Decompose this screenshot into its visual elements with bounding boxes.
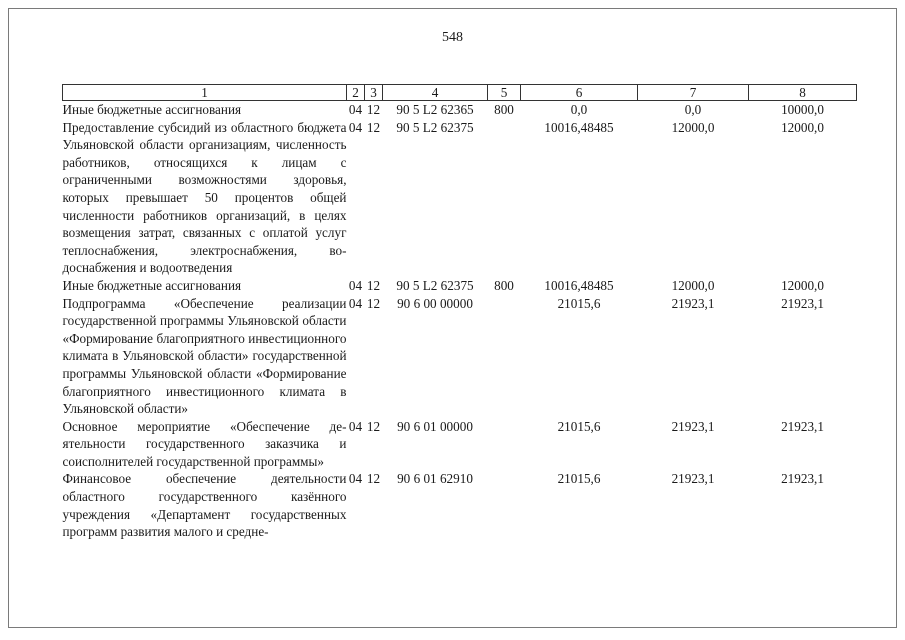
row-subsection: 12 [366,418,381,434]
row-subsection: 12 [366,471,381,487]
row-value-6: 10016,48485 [544,277,614,293]
row-value-7: 12000,0 [671,277,715,293]
row-expense-type [488,119,521,277]
row-subsection: 12 [366,295,381,311]
row-target-code: 90 5 L2 62375 [396,119,474,135]
row-value-6: 21015,6 [557,418,601,434]
header-row [63,85,857,101]
row-name: Иные бюджетные ассигнования [62,102,242,117]
budget-table [62,84,857,541]
col-header-8: 8 [749,85,857,101]
row-value-8: 12000,0 [781,119,824,135]
table-row [63,418,857,471]
row-value-7: 21923,1 [671,295,715,311]
row-section: 04 [348,119,363,135]
row-expense-type [488,418,521,471]
col-header-5: 5 [488,85,521,101]
row-subsection: 12 [366,102,381,117]
row-expense-type [488,470,521,540]
row-section: 04 [348,471,363,487]
row-value-7: 21923,1 [671,471,715,487]
col-header-2: 2 [347,85,365,101]
table-row [63,470,857,540]
row-value-6: 0,0 [570,102,588,117]
row-name: Основное мероприятие «Обеспечение деятельности государственного заказчика и соисполнителей государственной программы» [62,418,347,469]
row-value-7: 21923,1 [671,418,715,434]
row-subsection: 12 [366,119,381,135]
row-expense-type: 800 [494,277,514,293]
col-header-7: 7 [638,85,749,101]
row-name: Подпрограмма «Обеспечение реализации государственной программы Ульяновской области «Формирование благоприятного инвестиционного климата в Ульяновской области» государственной программы Ульяновской области «Формирование благоприятного инвестиционного климата в Ульяновской области» [62,295,347,417]
col-header-3: 3 [365,85,383,101]
row-target-code: 90 5 L2 62375 [396,277,474,293]
row-section: 04 [348,295,363,311]
table-row [63,295,857,418]
table-row [63,101,857,119]
row-value-8: 10000,0 [781,102,824,117]
row-value-8: 21923,1 [781,471,824,487]
row-value-8: 21923,1 [781,295,824,311]
row-section: 04 [348,102,363,117]
row-expense-type [488,295,521,418]
row-section: 04 [348,277,363,293]
row-name: Финансовое обеспечение деятельности областного государственного казённого учреждения «Департамент государственных программ развития малого и средне- [62,471,347,540]
row-value-6: 21015,6 [557,295,601,311]
row-target-code: 90 6 00 00000 [397,295,473,311]
col-header-4: 4 [383,85,488,101]
page-number: 548 [442,30,463,45]
row-target-code: 90 6 01 00000 [397,418,473,434]
row-name: Иные бюджетные ассигнования [62,277,242,293]
row-value-8: 12000,0 [781,277,824,293]
table-row [63,277,857,295]
row-target-code: 90 5 L2 62365 [396,102,474,117]
row-subsection: 12 [366,277,381,293]
row-section: 04 [348,418,363,434]
row-value-8: 21923,1 [781,418,824,434]
row-value-7: 12000,0 [671,119,715,135]
row-expense-type: 800 [494,102,514,117]
row-value-7: 0,0 [684,102,702,117]
col-header-6: 6 [521,85,638,101]
row-target-code: 90 6 01 62910 [397,471,473,487]
row-value-6: 21015,6 [557,471,601,487]
row-value-6: 10016,48485 [544,119,614,135]
table-row [63,119,857,277]
row-name: Предоставление субсидий из областного бюджета Ульяновской области организациям, численность работников, относящихся к лицам с ограниченными возможностями здоровья, которых превышает 50 процентов общей численности работников организаций, в целях возмещения затрат, связанных с оплатой услуг теплоснабжения, электроснабжения, водоснабжения и водоотведения [62,119,347,276]
col-header-1: 1 [63,85,347,101]
